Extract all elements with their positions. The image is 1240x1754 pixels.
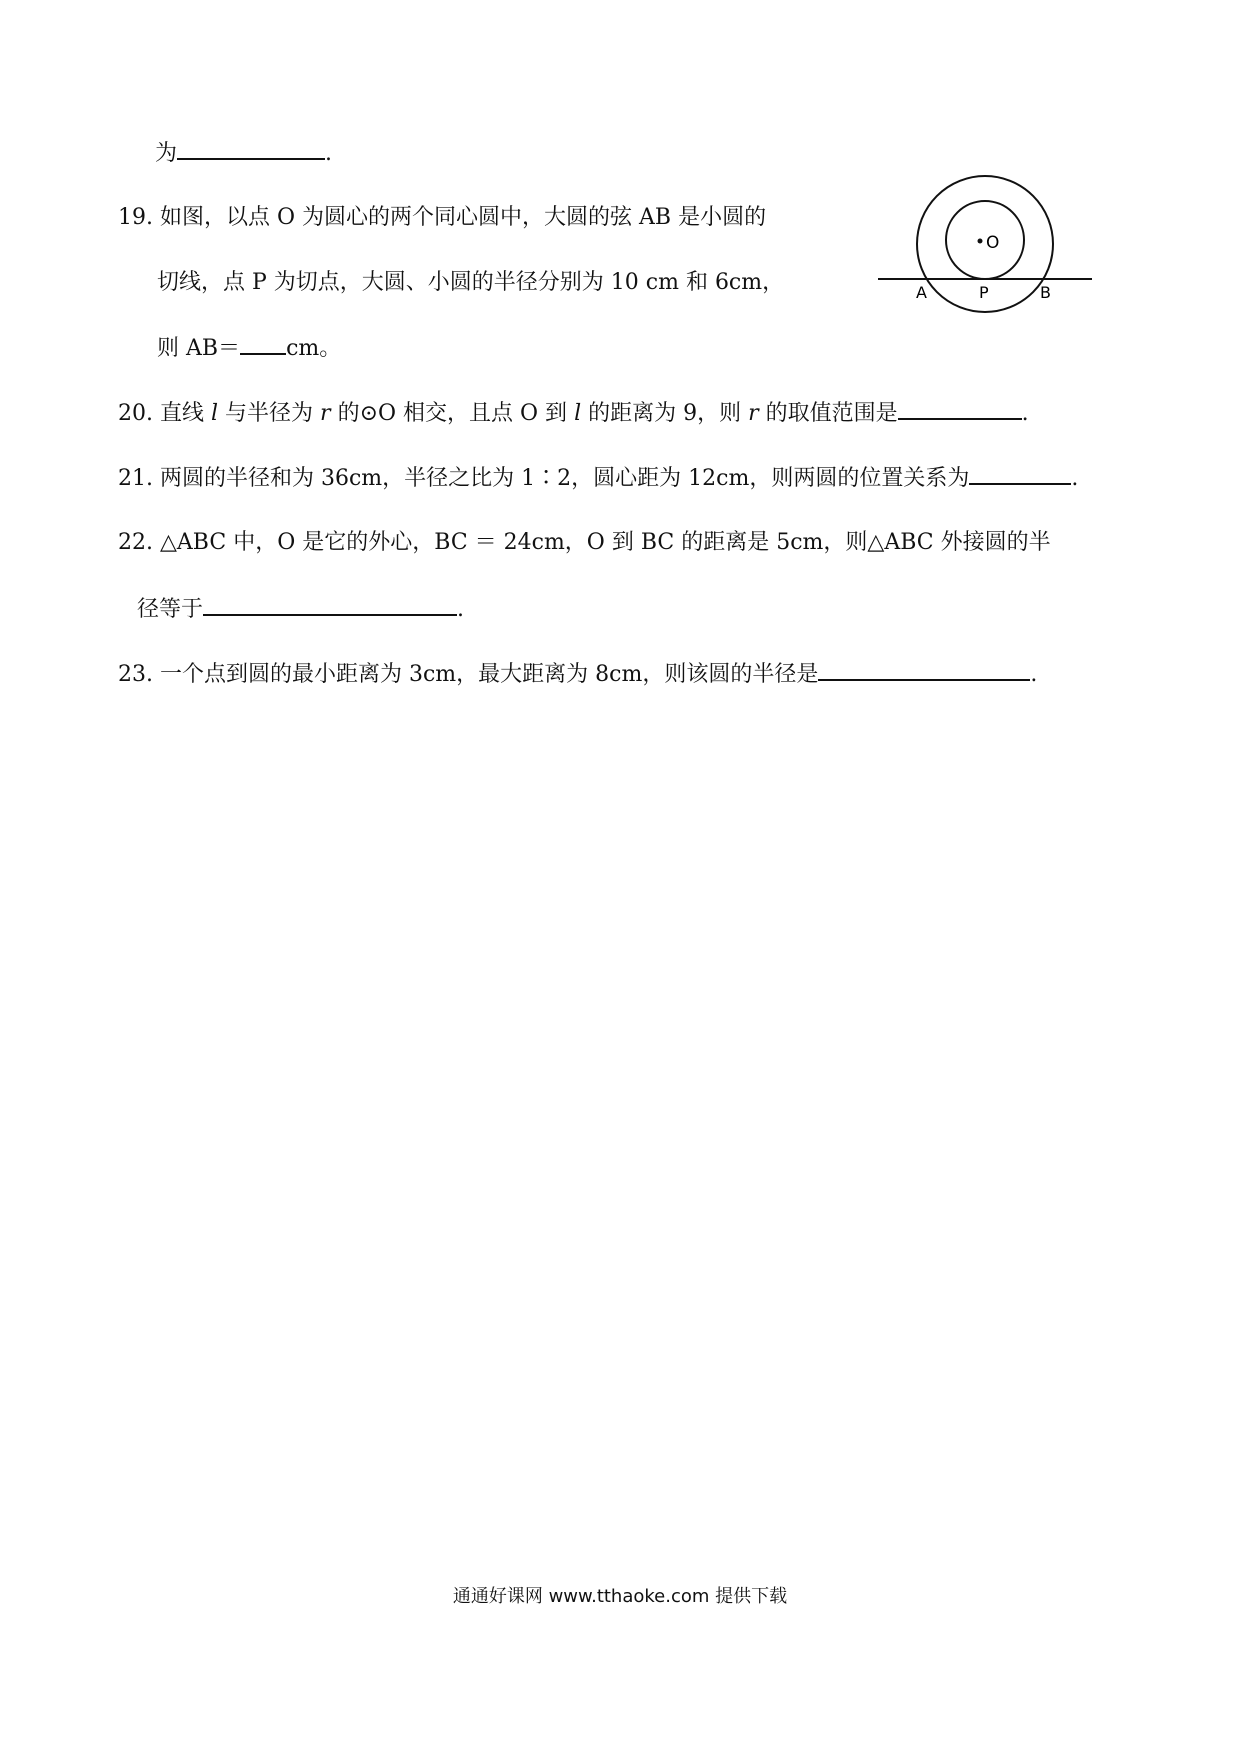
q20 [118,398,1029,429]
q18-end: . [325,141,333,166]
q22-number: 22. [118,530,153,555]
q20-answer-blank[interactable] [898,398,1022,420]
q21 [118,463,1078,494]
center-point-o [978,239,983,244]
q19-line2 [157,268,784,298]
q21-text: 两圆的半径和为 36cm，半径之比为 1∶2，圆心距为 12cm，则两圆的位置关系为 [160,466,970,491]
q22-answer-blank[interactable] [203,594,457,616]
q22-end: . [457,597,465,622]
q23-text: 一个点到圆的最小距离为 3cm，最大距离为 8cm，则该圆的半径是 [160,662,819,687]
q19-text-line3-post: cm。 [286,336,342,361]
q20-text-p5: 的取值范围是 [758,401,898,426]
q23-end: . [1030,662,1038,687]
q21-number: 21. [118,466,153,491]
q20-text-p2: 与半径为 [218,401,321,426]
q20-var-r2: r [748,401,759,426]
q19-line1 [118,203,766,233]
q20-text-p1: 直线 [160,401,211,426]
q18-tail [155,138,332,169]
q22-text-line1: △ABC 中，O 是它的外心，BC ＝ 24cm，O 到 BC 的距离是 5cm，则△ABC 外接圆的半 [160,530,1051,555]
label-b: B [1040,283,1051,302]
label-p: P [979,283,989,302]
q20-number: 20. [118,401,153,426]
q19-answer-blank[interactable] [240,333,286,355]
q23-number: 23. [118,662,153,687]
q20-var-l1: l [211,401,219,426]
q23-answer-blank[interactable] [818,659,1030,681]
small-circle [946,201,1024,279]
q18-tail-text: 为 [155,141,178,166]
q21-end: . [1071,466,1079,491]
label-a: A [916,283,927,302]
q22-text-line2: 径等于 [137,597,204,622]
q23 [118,659,1037,690]
q20-end: . [1021,401,1029,426]
q18-answer-blank[interactable] [177,138,325,160]
page-footer: 通通好课网 www.tthaoke.com 提供下载 [452,1586,788,1607]
q19-line3 [157,333,341,364]
label-o: O [986,233,1000,253]
q22-line2 [137,594,464,625]
q20-text-p4: 的距离为 9，则 [581,401,749,426]
q19-text-line3-pre: 则 AB＝ [157,336,241,361]
concentric-circles-figure [870,168,1100,318]
q20-text-p3: 的⊙O 相交，且点 O 到 [330,401,575,426]
q19-text-line1: 如图，以点 O 为圆心的两个同心圆中，大圆的弦 AB 是小圆的 [160,205,767,230]
q19-text-line2: 切线，点 P 为切点，大圆、小圆的半径分别为 10 cm 和 6cm， [157,270,785,295]
q20-var-r1: r [320,401,331,426]
q19-number: 19. [118,205,153,230]
q21-answer-blank[interactable] [969,463,1071,485]
q22-line1 [118,528,1051,558]
q20-var-l2: l [574,401,582,426]
